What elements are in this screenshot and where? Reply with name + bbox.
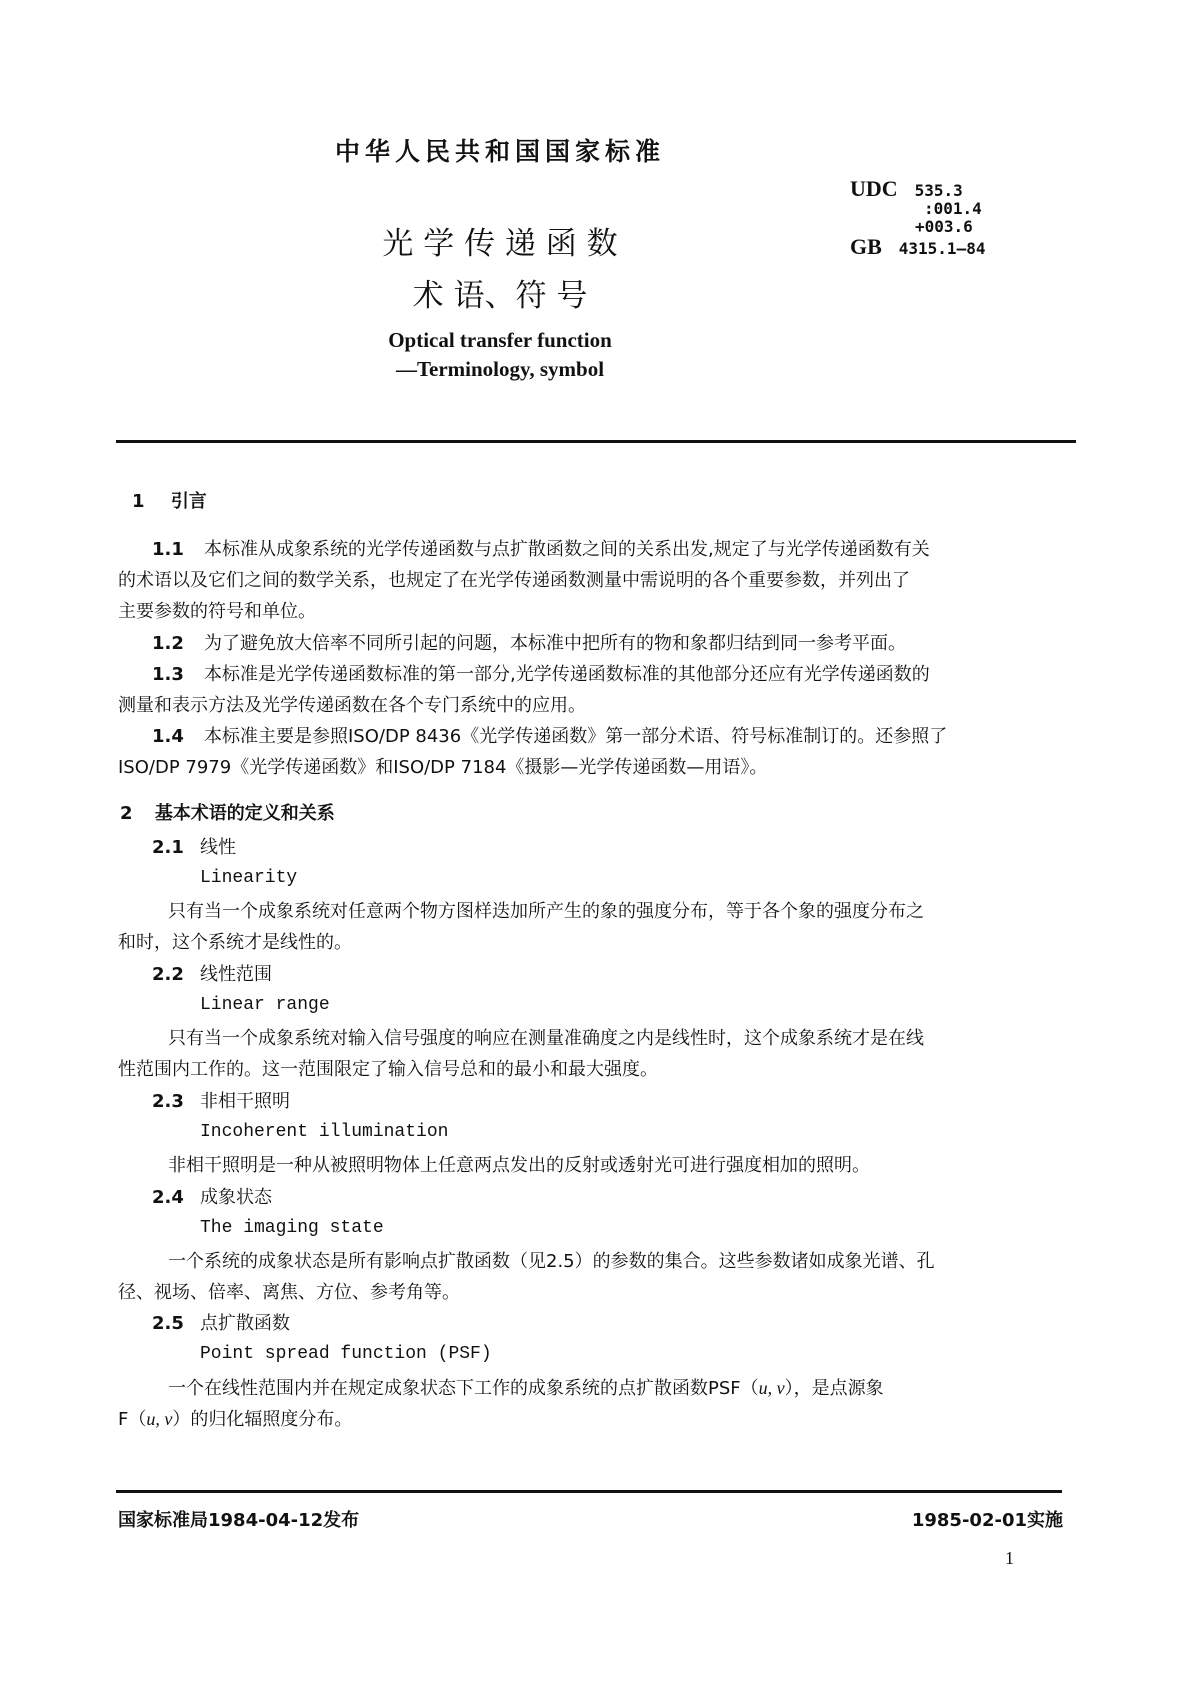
term-2-5-english: Point spread function (PSF): [200, 1344, 492, 1364]
section-1-number: 1: [132, 491, 145, 512]
psf-variables: u, v: [758, 1378, 785, 1398]
gb-number: 4315.1—84: [898, 239, 986, 258]
term-2-3-english: Incoherent illumination: [200, 1122, 449, 1142]
footer-divider: [116, 1490, 1062, 1493]
para-1-2-number: 1.2: [152, 633, 184, 654]
para-1-1-number: 1.1: [152, 539, 184, 560]
para-1-1-line-2: 的术语以及它们之间的数学关系，也规定了在光学传递函数测量中需说明的各个重要参数，并列出了: [118, 570, 910, 591]
page-number: 1: [1005, 1548, 1014, 1568]
source-variables: u, v: [146, 1409, 173, 1429]
section-2-number: 2: [120, 803, 133, 824]
title-cn-line-1: 光 学 传 递 函 数: [382, 226, 618, 262]
para-1-4-number: 1.4: [152, 726, 184, 747]
term-2-5-def-line-2: F（u, v）的归化辐照度分布。: [118, 1409, 353, 1430]
para-1-2-line-1: 1.2 为了避免放大倍率不同所引起的问题，本标准中把所有的物和象都归结到同一参考平面。: [152, 633, 906, 654]
term-2-3-def-line-1: 非相干照明是一种从被照明物体上任意两点发出的反射或透射光可进行强度相加的照明。: [168, 1155, 870, 1176]
term-2-4-english: The imaging state: [200, 1218, 384, 1238]
para-1-1-line-3: 主要参数的符号和单位。: [118, 601, 316, 622]
section-2-title: 基本术语的定义和关系: [154, 803, 335, 824]
term-2-2-def-line-2: 性范围内工作的。这一范围限定了输入信号总和的最小和最大强度。: [118, 1059, 658, 1080]
term-2-4-heading: 2.4 成象状态: [152, 1187, 272, 1208]
title-cn-line-2: 术 语、符 号: [412, 278, 588, 314]
para-1-3-number: 1.3: [152, 664, 184, 685]
title-en-line-1: Optical transfer function: [388, 328, 612, 352]
term-2-1-def-line-2: 和时，这个系统才是线性的。: [118, 932, 352, 953]
term-2-2-heading: 2.2 线性范围: [152, 964, 272, 985]
udc-line-2: :001.4: [924, 199, 982, 218]
title-en-line-2: —Terminology, symbol: [395, 357, 605, 381]
term-2-5-def-line-1: 一个在线性范围内并在规定成象状态下工作的成象系统的点扩散函数PSF（u, v），是点源象: [168, 1378, 884, 1399]
section-2-heading: [120, 802, 335, 826]
para-1-4-line-1: 1.4 本标准主要是参照ISO/DP 8436《光学传递函数》第一部分术语、符号标准制订的。还参照了: [152, 726, 948, 747]
standard-org-header: 中华人民共和国国家标准: [334, 137, 665, 166]
term-2-4-def-line-1: 一个系统的成象状态是所有影响点扩散函数（见2.5）的参数的集合。这些参数诸如成象光谱、孔: [168, 1251, 935, 1272]
udc-line-1: 535.3: [914, 181, 963, 200]
term-2-1-def-line-1: 只有当一个成象系统对任意两个物方图样迭加所产生的象的强度分布，等于各个象的强度分布之: [168, 901, 924, 922]
header-divider: [116, 440, 1076, 443]
term-2-1-english: Linearity: [200, 868, 298, 888]
udc-line-3: +003.6: [915, 217, 973, 236]
term-2-4-def-line-2: 径、视场、倍率、离焦、方位、参考角等。: [118, 1282, 460, 1303]
para-1-3-line-2: 测量和表示方法及光学传递函数在各个专门系统中的应用。: [118, 695, 586, 716]
section-1-title: 引言: [170, 491, 207, 512]
term-2-5-heading: 2.5 点扩散函数: [152, 1313, 290, 1334]
term-2-1-heading: 2.1 线性: [152, 837, 236, 858]
term-2-2-def-line-1: 只有当一个成象系统对输入信号强度的响应在测量准确度之内是线性时，这个成象系统才是在线: [168, 1028, 924, 1049]
para-1-3-line-1: 1.3 本标准是光学传递函数标准的第一部分,光学传递函数标准的其他部分还应有光学传递函数的: [152, 664, 930, 685]
issued-date: 国家标准局1984-04-12发布: [118, 1510, 360, 1531]
udc-label: UDC: [850, 176, 898, 201]
effective-date: 1985-02-01实施: [911, 1510, 1063, 1531]
term-2-2-english: Linear range: [200, 995, 330, 1015]
para-1-1-line-1: 1.1 本标准从成象系统的光学传递函数与点扩散函数之间的关系出发,规定了与光学传递函数有关: [152, 539, 930, 560]
gb-label: GB: [850, 234, 882, 259]
section-1-heading: [132, 490, 207, 514]
term-2-3-heading: 2.3 非相干照明: [152, 1091, 290, 1112]
para-1-4-line-2: ISO/DP 7979《光学传递函数》和ISO/DP 7184《摄影—光学传递函数—用语》。: [118, 757, 768, 778]
